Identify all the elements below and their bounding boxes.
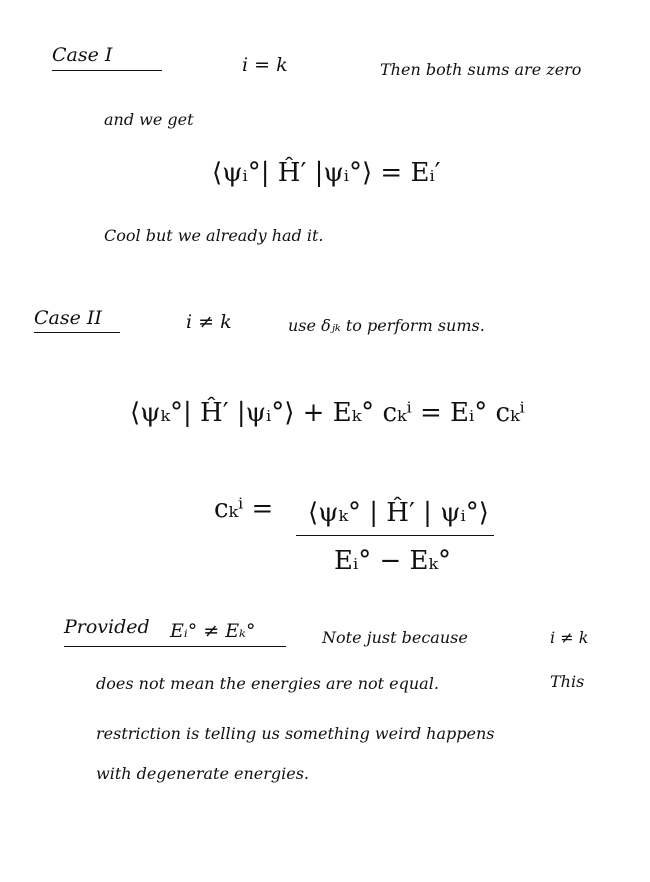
case-1-heading: Case I [52, 44, 113, 66]
case-2-underline [34, 332, 120, 333]
provided-line-2: does not mean the energies are not equal. [96, 674, 439, 693]
provided-line-3: restriction is telling us something weird happens [96, 724, 495, 743]
case-1-remark: Cool but we already had it. [104, 226, 324, 245]
provided-condition: Eᵢ° ≠ Eₖ° [170, 620, 256, 642]
provided-note-condition: i ≠ k [550, 628, 589, 647]
case-2-equation: ⟨ψₖ°| Ĥ′ |ψᵢ°⟩ + Eₖ° cₖⁱ = Eᵢ° cₖⁱ [130, 398, 525, 428]
case-2-note: use δⱼₖ to perform sums. [288, 316, 485, 335]
fraction-bar [296, 535, 494, 536]
fraction-denominator: Eᵢ° − Eₖ° [334, 546, 451, 576]
case-1-condition: i = k [242, 54, 288, 76]
case-2-condition: i ≠ k [186, 311, 232, 333]
fraction-numerator: ⟨ψₖ° | Ĥ′ | ψᵢ°⟩ [308, 498, 489, 528]
case-1-lead: and we get [104, 110, 194, 129]
case-2-heading: Case II [34, 307, 102, 329]
provided-line-2-end: This [550, 672, 585, 691]
provided-underline [64, 646, 286, 647]
provided-label: Provided [64, 616, 150, 638]
case-1-equation: ⟨ψᵢ°| Ĥ′ |ψᵢ°⟩ = Eᵢ′ [212, 158, 441, 188]
provided-note: Note just because [322, 628, 468, 647]
case-2-lhs: cₖⁱ = [214, 494, 274, 524]
case-1-underline [52, 70, 162, 71]
case-1-note: Then both sums are zero [380, 60, 582, 79]
provided-line-4: with degenerate energies. [96, 764, 310, 783]
